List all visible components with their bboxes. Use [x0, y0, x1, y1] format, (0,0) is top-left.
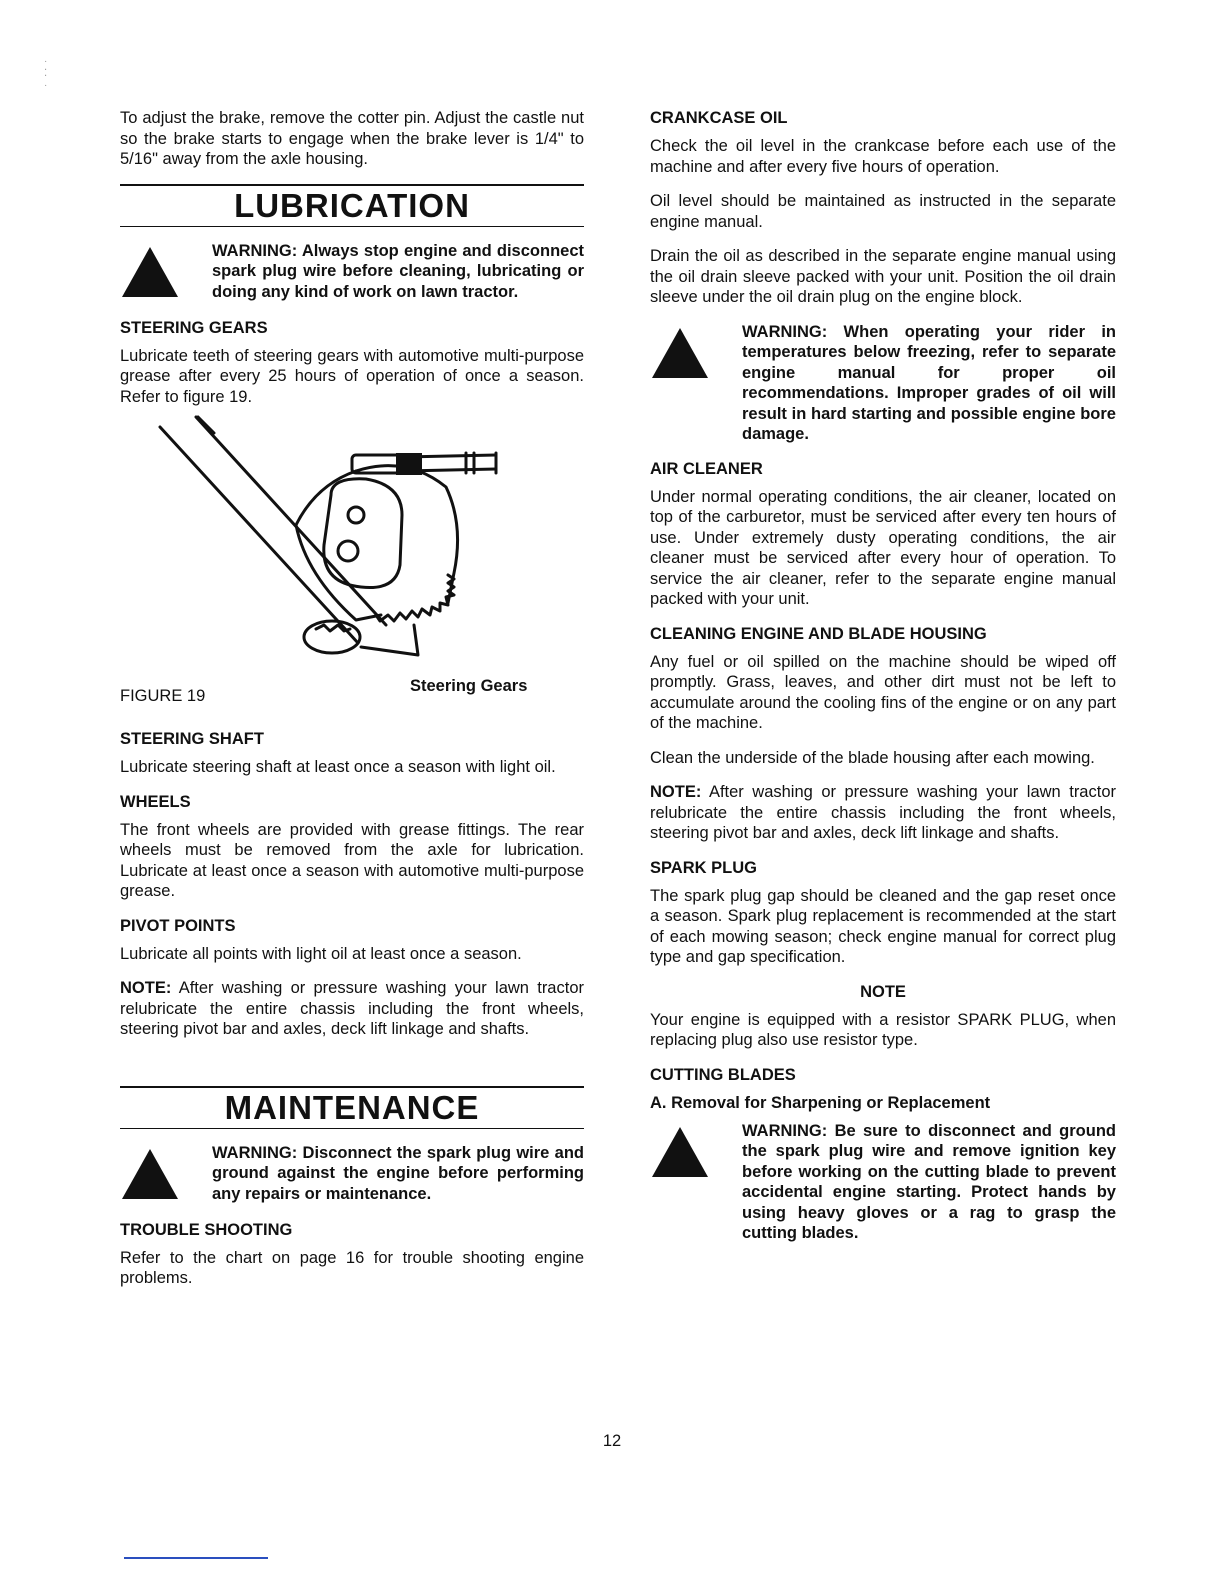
maintenance-note — [650, 782, 1116, 844]
crankcase-warning — [650, 322, 1116, 445]
wheels-text: The front wheels are provided with grease fittings. The rear wheels must be removed from the axle for lubrication. Lubricate at least once a season with automotive multi-purpose grease. — [120, 820, 584, 900]
maintenance-warning — [120, 1143, 584, 1206]
note-label: NOTE: — [120, 979, 172, 997]
right-column — [650, 108, 1116, 1258]
cleaning-text-1: Any fuel or oil spilled on the machine should be wiped off promptly. Grass, leaves, and other dirt must not be left to accumulate around the cooling fins of the engine or on any part of the machine. — [650, 652, 1116, 732]
bottom-rule — [124, 1557, 268, 1559]
trouble-shooting-heading: TROUBLE SHOOTING — [120, 1220, 293, 1239]
trouble-shooting-text: Refer to the chart on page 16 for trouble shooting engine problems. — [120, 1248, 584, 1287]
crankcase-warning-text: WARNING: When operating your rider in temperatures below freezing, refer to separate engine manual for proper oil recommendations. Improper grades of oil will result in hard starting and possible engine bore damage. — [742, 322, 1116, 443]
crankcase-oil-heading: CRANKCASE OIL — [650, 109, 788, 127]
crankcase-text-2: Oil level should be maintained as instructed in the separate engine manual. — [650, 192, 1116, 231]
steering-gears-heading: STEERING GEARS — [120, 318, 268, 337]
crankcase-text-3: Drain the oil as described in the separate engine manual using the oil drain sleeve packed with your unit. Position the oil drain sleeve under the oil drain plug on the engine block. — [650, 247, 1116, 306]
lubrication-title: LUBRICATION — [234, 186, 470, 224]
steering-gears-text: Lubricate teeth of steering gears with automotive multi-purpose grease after every 25 hours of operation of once a season. Refer to figure 19. — [120, 346, 584, 406]
figure-19 — [120, 415, 584, 715]
removal-heading: A. Removal for Sharpening or Replacement — [650, 1093, 991, 1112]
left-column — [120, 108, 584, 1289]
lubrication-note — [120, 978, 584, 1040]
maintenance-title: MAINTENANCE — [224, 1088, 480, 1126]
warning-triangle-icon — [120, 1143, 212, 1206]
crankcase-text-1: Check the oil level in the crankcase before each use of the machine and after every five hours of operation. — [650, 137, 1116, 176]
blades-warning — [650, 1121, 1116, 1244]
page-number: 12 — [602, 1432, 622, 1450]
warning-triangle-icon — [650, 322, 742, 385]
steering-gears-illustration — [156, 415, 546, 677]
warning-triangle-icon — [120, 241, 212, 304]
pivot-points-heading: PIVOT POINTS — [120, 916, 236, 935]
spark-plug-heading: SPARK PLUG — [650, 858, 757, 877]
pivot-points-text: Lubricate all points with light oil at least once a season. — [120, 944, 522, 963]
steering-shaft-heading: STEERING SHAFT — [120, 730, 264, 748]
lubrication-warning-text: WARNING: Always stop engine and disconnect spark plug wire before cleaning, lubricating or doing any kind of work on lawn tractor. — [212, 241, 584, 301]
note-text: After washing or pressure washing your lawn tractor relubricate the entire chassis including the front wheels, steering pivot bar and axles, deck lift linkage and shafts. — [120, 979, 584, 1038]
cleaning-heading: CLEANING ENGINE AND BLADE HOUSING — [650, 624, 987, 643]
note-text: After washing or pressure washing your lawn tractor relubricate the entire chassis including the front wheels, steering pivot bar and axles, deck lift linkage and shafts. — [650, 783, 1116, 842]
note-label: NOTE: — [650, 783, 702, 801]
figure-caption: FIGURE 19 — [120, 687, 206, 705]
maintenance-warning-text: WARNING: Disconnect the spark plug wire and ground against the engine before performing any repairs or maintenance. — [212, 1143, 584, 1203]
steering-shaft-text: Lubricate steering shaft at least once a season with light oil. — [120, 758, 556, 776]
cleaning-text-2: Clean the underside of the blade housing after each mowing. — [650, 748, 1095, 767]
blades-warning-text: WARNING: Be sure to disconnect and ground the spark plug wire and remove ignition key before working on the cutting blade to prevent accidental engine starting. Protect hands by using heavy gloves or a rag to grasp the cutting blades. — [742, 1121, 1116, 1242]
note-title: NOTE — [860, 982, 906, 1001]
cutting-blades-heading: CUTTING BLADES — [650, 1065, 796, 1084]
brake-text: To adjust the brake, remove the cotter pin. Adjust the castle nut so the brake starts to engage when the brake lever is 1/4" to 5/16" away from the axle housing. — [120, 109, 584, 168]
air-cleaner-text: Under normal operating conditions, the air cleaner, located on top of the carburetor, must be serviced after every ten hours of use. Under extremely dusty operating conditions, the air cleaner must be serviced after every hour of operation. To service the air cleaner, refer to the separate engine manual packed with your unit. — [650, 487, 1116, 608]
warning-triangle-icon — [650, 1121, 742, 1184]
maintenance-heading-block — [120, 1086, 584, 1129]
air-cleaner-heading: AIR CLEANER — [650, 459, 763, 478]
spark-plug-text: The spark plug gap should be cleaned and the gap reset once a season. Spark plug replacement is recommended at the start of each mowing season; check engine manual for correct plug type and gap specification. — [650, 886, 1116, 966]
steering-gears-label: Steering Gears — [410, 677, 528, 695]
wheels-heading: WHEELS — [120, 792, 191, 811]
scan-specks: · ⁚ · — [44, 56, 48, 91]
lubrication-warning — [120, 241, 584, 304]
lubrication-heading-block — [120, 184, 584, 227]
resistor-text: Your engine is equipped with a resistor SPARK PLUG, when replacing plug also use resistor type. — [650, 1010, 1116, 1049]
